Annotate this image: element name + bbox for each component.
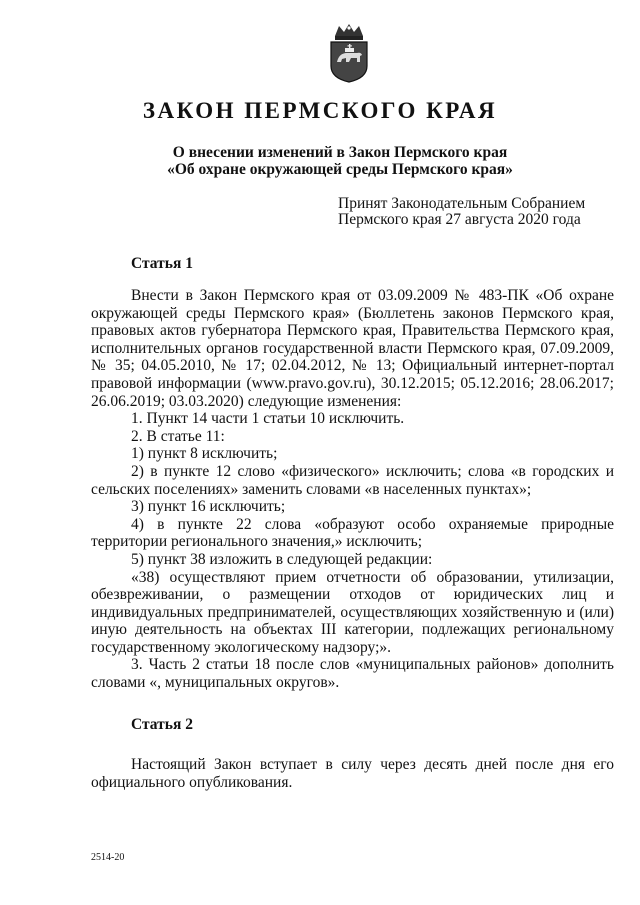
article-paragraph: 2. В статье 11:: [131, 427, 225, 445]
article-paragraph: 5) пункт 38 изложить в следующей редакции:: [131, 550, 433, 568]
article-paragraph: 3) пункт 16 исключить;: [131, 498, 286, 516]
article-paragraph: 1) пункт 8 исключить;: [131, 445, 278, 463]
subtitle-line: О внесении изменений в Закон Пермского края: [172, 144, 508, 161]
document-code: 2514-20: [91, 852, 125, 863]
adoption-line: Пермского края 27 августа 2020 года: [338, 211, 581, 228]
article-paragraph: 2) в пункте 12 слово «физического» исключить; слова «в городских и сельских поселениях» заменить словами «в населенных пунктах»;: [91, 462, 614, 498]
coat-of-arms-icon: [327, 22, 371, 84]
article-1-body: [91, 287, 614, 692]
article-paragraph: 1. Пункт 14 части 1 статьи 10 исключить.: [131, 410, 405, 428]
article-paragraph: «38) осуществляют прием отчетности об образовании, утилизации, обезвреживании, о размещении отходов от юридических лиц и индивидуальных предпринимателей, осуществляющих хозяйственную и (или) иную деятельность на объектах III категории, подлежащих региональному государственному экологическому надзору;».: [91, 568, 614, 656]
article-1-heading: Статья 1: [131, 255, 193, 272]
article-paragraph: Внести в Закон Пермского края от 03.09.2009 № 483-ПК «Об охране окружающей среды Пермского края» (Бюллетень законов Пермского края, правовых актов губернатора Пермского края, Правительства Пермского края, исполнительных органов государственной власти Пермского края, 07.09.2009, № 35; 04.05.2010, № 17; 02.04.2012, № 13; Официальный интернет-портал правовой информации (www.pravo.gov.ru), 30.12.2015; 05.12.2016; 28.06.2017; 26.06.2019; 03.03.2020) следующие изменения:: [91, 287, 614, 410]
article-2-heading: Статья 2: [131, 716, 193, 733]
adoption-note: [338, 196, 585, 228]
article-paragraph: 4) в пункте 22 слова «образуют особо охраняемые природные территории регионального значения,» исключить;: [91, 515, 614, 551]
article-paragraph: 3. Часть 2 статьи 18 после слов «муниципальных районов» дополнить словами «, муниципальных округов».: [91, 656, 614, 692]
article-paragraph: Настоящий Закон вступает в силу через десять дней после дня его официального опубликования.: [91, 756, 614, 791]
document-subtitle: [0, 144, 640, 178]
adoption-line: Принят Законодательным Собранием: [338, 195, 586, 212]
article-2-body: [91, 756, 614, 791]
subtitle-line: «Об охране окружающей среды Пермского края»: [167, 161, 513, 178]
document-title: ЗАКОН ПЕРМСКОГО КРАЯ: [142, 98, 498, 123]
